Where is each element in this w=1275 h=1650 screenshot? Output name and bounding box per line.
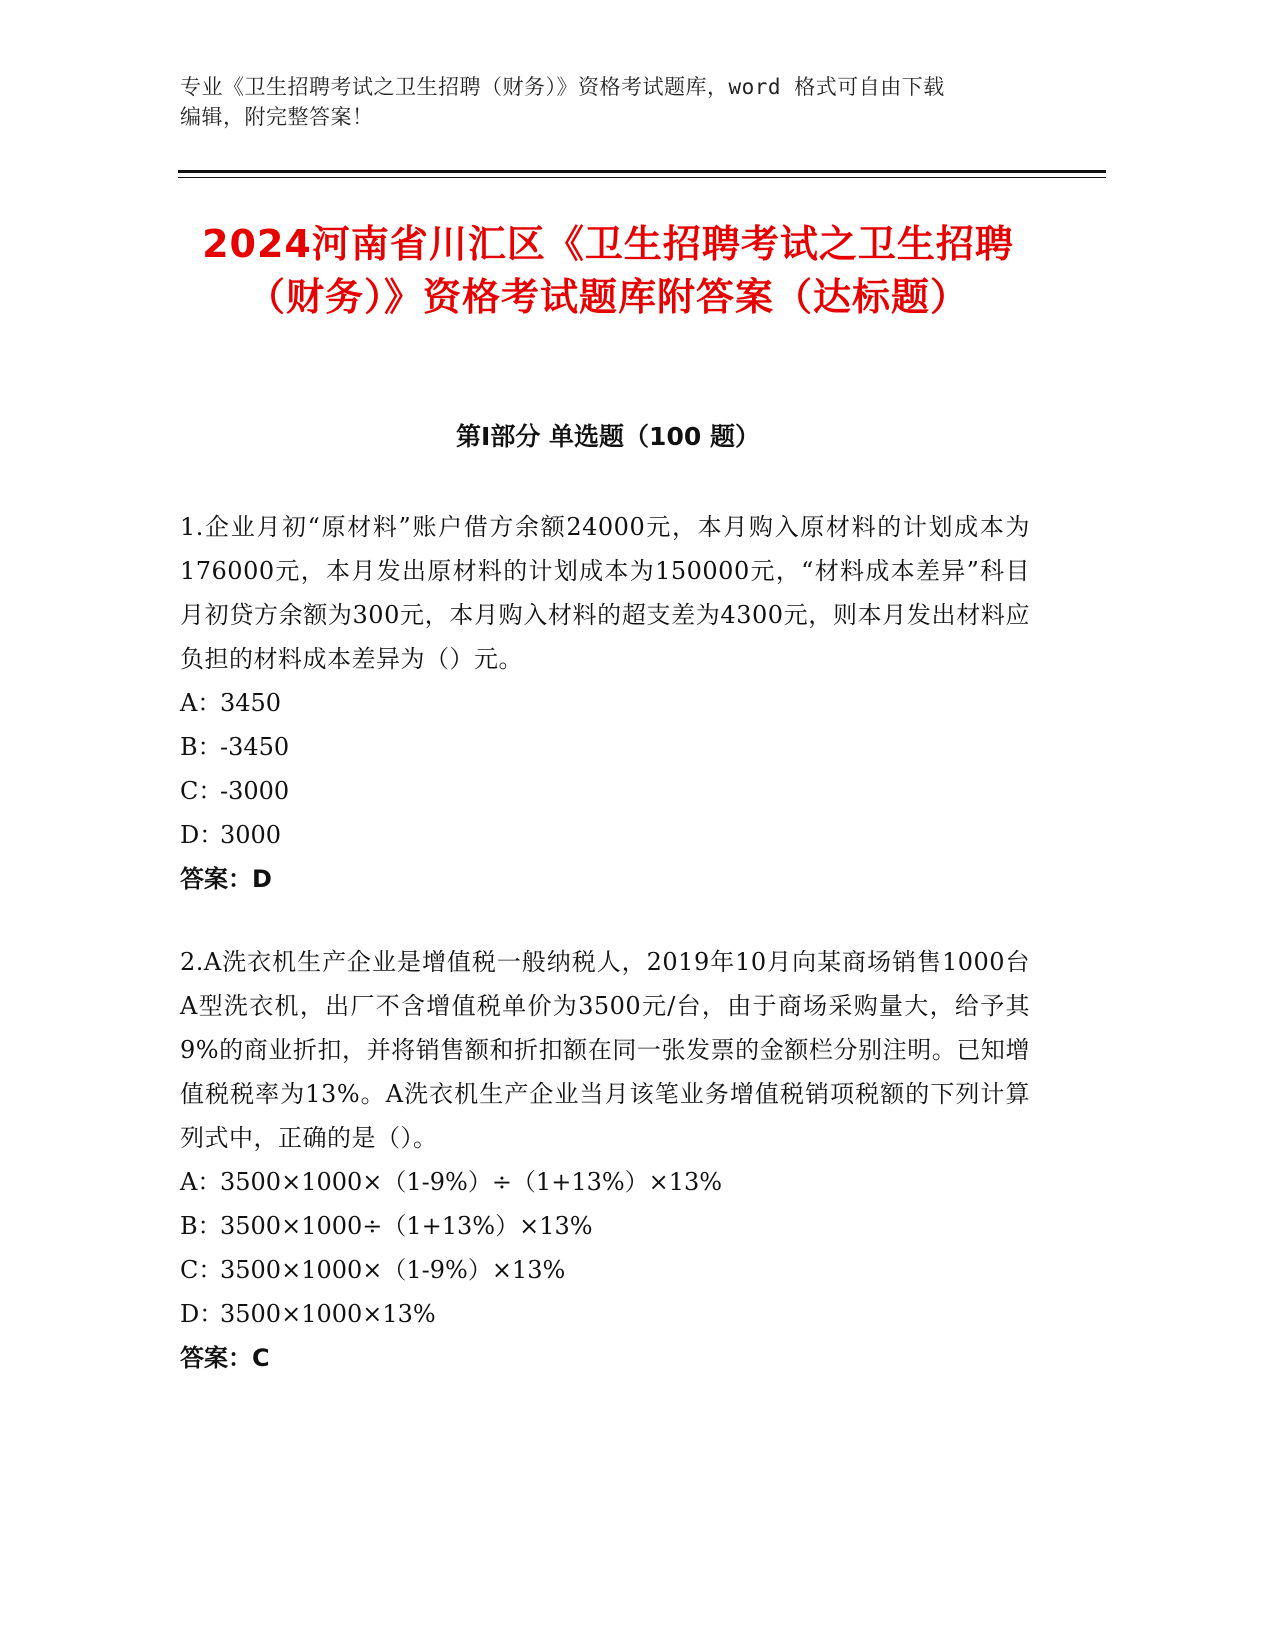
answer-line: 答案：D [180,865,272,893]
header-divider-thin [178,177,1106,178]
option-a [180,1160,1030,1204]
section-heading: 第Ⅰ部分 单选题（100 题） [456,422,760,451]
option-letter: A： [180,689,222,717]
option-text: -3000 [220,777,290,805]
page-header [180,72,1040,132]
option-b [180,1204,1030,1248]
option-d [180,1292,1030,1336]
option-letter: C： [180,1256,223,1284]
question-1 [180,505,1030,901]
option-letter: B： [180,1212,222,1240]
option-c [180,1248,1030,1292]
document-title: 2024河南省川汇区《卫生招聘考试之卫生招聘（财务）》资格考试题库附答案（达标题） [202,222,1014,319]
option-text: 3500×1000×13% [220,1300,436,1328]
option-letter: C： [180,777,223,805]
option-text: 3500×1000×（1-9%）÷（1+13%）×13% [220,1168,723,1196]
option-letter: B： [180,733,222,761]
option-text: 3000 [220,821,282,849]
option-b [180,725,1030,769]
option-c [180,769,1030,813]
question-stem: 2.A洗衣机生产企业是增值税一般纳税人，2019年10月向某商场销售1000台A型洗衣机，出厂不含增值税单价为3500元/台，由于商场采购量大，给予其9%的商业折扣，并将销售额和折扣额在同一张发票的金额栏分别注明。已知增值税税率为13%。A洗衣机生产企业当月该笔业务增值税销项税额的下列计算列式中，正确的是（）。 [180,948,1030,1152]
option-d [180,813,1030,857]
header-divider-thick [178,170,1106,173]
header-line-1: 专业《卫生招聘考试之卫生招聘（财务）》资格考试题库，word 格式可自由下载 [180,75,945,99]
answer-line: 答案：C [180,1344,270,1372]
option-text: 3450 [220,689,282,717]
header-line-2: 编辑，附完整答案！ [180,105,374,129]
question-stem: 1.企业月初“原材料”账户借方余额24000元，本月购入原材料的计划成本为176000元，本月发出原材料的计划成本为150000元，“材料成本差异”科目月初贷方余额为300元，本月购入材料的超支差为4300元，则本月发出材料应负担的材料成本差异为（）元。 [180,513,1030,673]
option-letter: D： [180,1300,224,1328]
question-2 [180,940,1030,1380]
option-a [180,681,1030,725]
option-text: 3500×1000×（1-9%）×13% [220,1256,566,1284]
option-letter: D： [180,821,224,849]
option-text: 3500×1000÷（1+13%）×13% [220,1212,593,1240]
option-letter: A： [180,1168,222,1196]
option-text: -3450 [220,733,290,761]
